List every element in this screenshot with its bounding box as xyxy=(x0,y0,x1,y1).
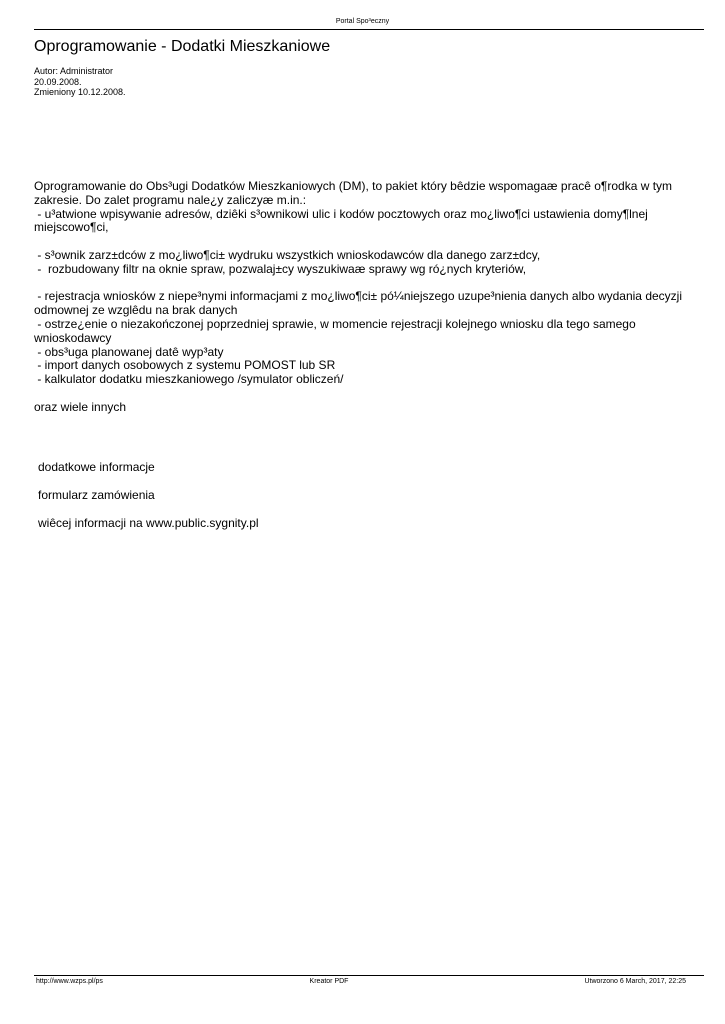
article-body xyxy=(34,180,694,415)
feature-item-4-line-2: odmownej ze wzglêdu na brak danych xyxy=(34,303,238,318)
feature-item-1-line-1: - u³atwione wpisywanie adresów, dziêki s³ownikowi ulic i kodów pocztowych oraz mo¿liwo¶ci ustawienia domy¶lnej xyxy=(34,206,648,221)
modified-line: Zmieniony 10.12.2008. xyxy=(34,87,126,97)
footer-url: http://www.wzps.pl/ps xyxy=(36,978,103,985)
page-title: Oprogramowanie - Dodatki Mieszkaniowe xyxy=(34,38,331,55)
paragraph-gap xyxy=(34,387,694,401)
footer-divider xyxy=(34,975,704,976)
feature-item-2: - s³ownik zarz±dców z mo¿liwo¶ci± wydruku wszystkich wnioskodawców dla danego zarz±dcy, xyxy=(34,247,541,262)
website-link[interactable]: wiêcej informacji na www.public.sygnity.pl xyxy=(38,516,259,530)
feature-item-8: - kalkulator dodatku mieszkaniowego /symulator obliczeń/ xyxy=(34,372,344,387)
paragraph-gap xyxy=(34,235,694,249)
article-meta xyxy=(34,66,126,98)
feature-item-6: - obs³uga planowanej datê wyp³aty xyxy=(34,344,224,359)
paragraph-gap xyxy=(34,277,694,291)
more-info-link[interactable]: dodatkowe informacje xyxy=(38,460,155,474)
feature-item-7: - import danych osobowych z systemu POMOST lub SR xyxy=(34,358,336,373)
outro-line: oraz wiele innych xyxy=(34,399,127,414)
feature-item-5-line-1: - ostrze¿enie o niezakończonej poprzedniej sprawie, w momencie rejestracji kolejnego wniosku dla tego samego xyxy=(34,316,636,331)
feature-item-4-line-1: - rejestracja wniosków z niepe³nymi informacjami z mo¿liwo¶ci± pó¼niejszego uzupe³nienia danych albo wydania decyzji xyxy=(34,289,682,304)
author-line: Autor: Administrator xyxy=(34,66,114,76)
intro-line-2: zakresie. Do zalet programu nale¿y zaliczyæ m.in.: xyxy=(34,192,307,207)
site-header: Portal Spo³eczny xyxy=(335,18,390,25)
header-divider xyxy=(34,29,704,30)
footer-generator: Kreator PDF xyxy=(309,978,349,985)
footer-created-date: Utworzono 6 March, 2017, 22:25 xyxy=(584,978,686,985)
feature-item-5-line-2: wnioskodawcy xyxy=(34,330,112,345)
feature-item-3: - rozbudowany filtr na oknie spraw, pozwalaj±cy wyszukiwaæ sprawy wg ró¿nych kryteriów, xyxy=(34,261,527,276)
feature-item-1-line-2: miejscowo¶ci, xyxy=(34,220,109,235)
intro-line-1: Oprogramowanie do Obs³ugi Dodatków Mieszkaniowych (DM), to pakiet który bêdzie wspomagaæ pracê o¶rodka w tym xyxy=(34,179,673,193)
related-links xyxy=(38,460,259,544)
date-line: 20.09.2008. xyxy=(34,76,82,87)
order-form-link[interactable]: formularz zamówienia xyxy=(38,488,155,502)
